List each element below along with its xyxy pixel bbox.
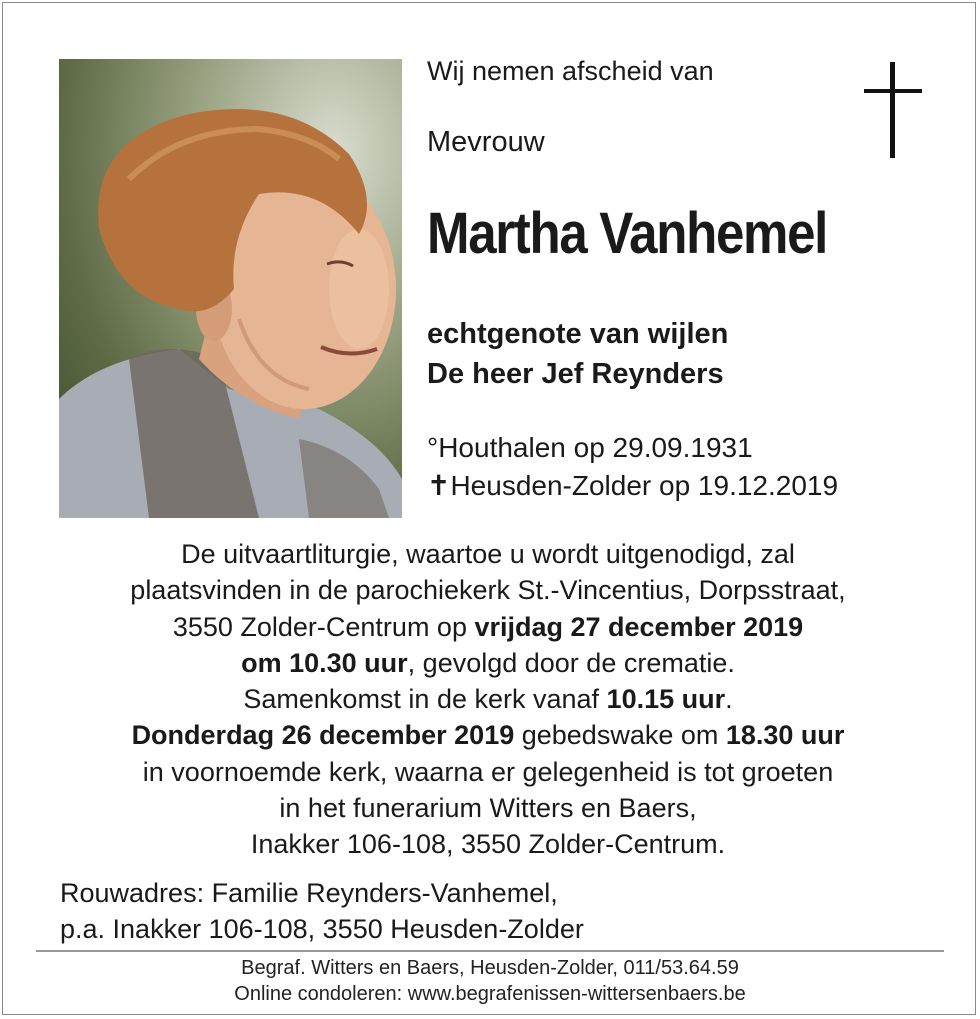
funeral-home-info: Begraf. Witters en Baers, Heusden-Zolder, 011/53.64.59 — [241, 957, 739, 979]
funeral-line — [40, 645, 936, 681]
condolence-website[interactable]: Online condoleren: www.begrafenissen-wittersenbaers.be — [234, 983, 746, 1005]
vigil-date: Donderdag 26 december 2019 — [131, 720, 515, 751]
intro-text: Wij nemen afscheid van — [427, 56, 714, 86]
divider — [36, 950, 944, 952]
portrait-photo — [59, 59, 402, 518]
life-dates — [427, 429, 838, 505]
funeral-text: 3550 Zolder-Centrum op — [172, 611, 475, 642]
footer — [36, 955, 944, 1007]
funeral-text: , gevolgd door de crematie. — [407, 647, 735, 678]
funeral-date: vrijdag 27 december 2019 — [474, 611, 804, 642]
funeral-text: gebedswake om — [514, 720, 726, 751]
gathering-time: 10.15 uur — [606, 684, 726, 715]
funeral-line — [40, 681, 936, 717]
spouse-info — [427, 314, 728, 394]
funeral-line: in het funerarium Witters en Baers, — [279, 793, 697, 824]
funeral-line — [40, 717, 936, 753]
vigil-time: 18.30 uur — [725, 720, 845, 751]
funeral-text: Samenkomst in de kerk vanaf — [243, 684, 607, 715]
spouse-line-1: echtgenote van wijlen — [427, 318, 729, 350]
funeral-line — [40, 609, 936, 645]
address-line-2: p.a. Inakker 106-108, 3550 Heusden-Zolder — [60, 914, 584, 944]
death-date: ✝Heusden-Zolder op 19.12.2019 — [427, 470, 839, 501]
funeral-time: om 10.30 uur — [241, 647, 408, 678]
funeral-text: . — [725, 684, 733, 715]
funeral-line: De uitvaartliturgie, waartoe u wordt uitgenodigd, zal — [181, 539, 795, 569]
funeral-details — [40, 536, 936, 863]
birth-date: °Houthalen op 29.09.1931 — [427, 432, 753, 463]
deceased-name: Martha Vanhemel — [427, 201, 828, 266]
honorific: Mevrouw — [427, 126, 545, 158]
funeral-line: Inakker 106-108, 3550 Zolder-Centrum. — [250, 829, 726, 860]
cross-icon — [864, 62, 922, 158]
mourning-address — [60, 875, 584, 947]
spouse-line-2: De heer Jef Reynders — [427, 358, 724, 390]
address-line-1: Rouwadres: Familie Reynders-Vanhemel, — [60, 878, 558, 908]
funeral-line: in voornoemde kerk, waarna er gelegenheid is tot groeten — [142, 756, 834, 787]
funeral-line: plaatsvinden in de parochiekerk St.-Vincentius, Dorpsstraat, — [130, 575, 846, 606]
